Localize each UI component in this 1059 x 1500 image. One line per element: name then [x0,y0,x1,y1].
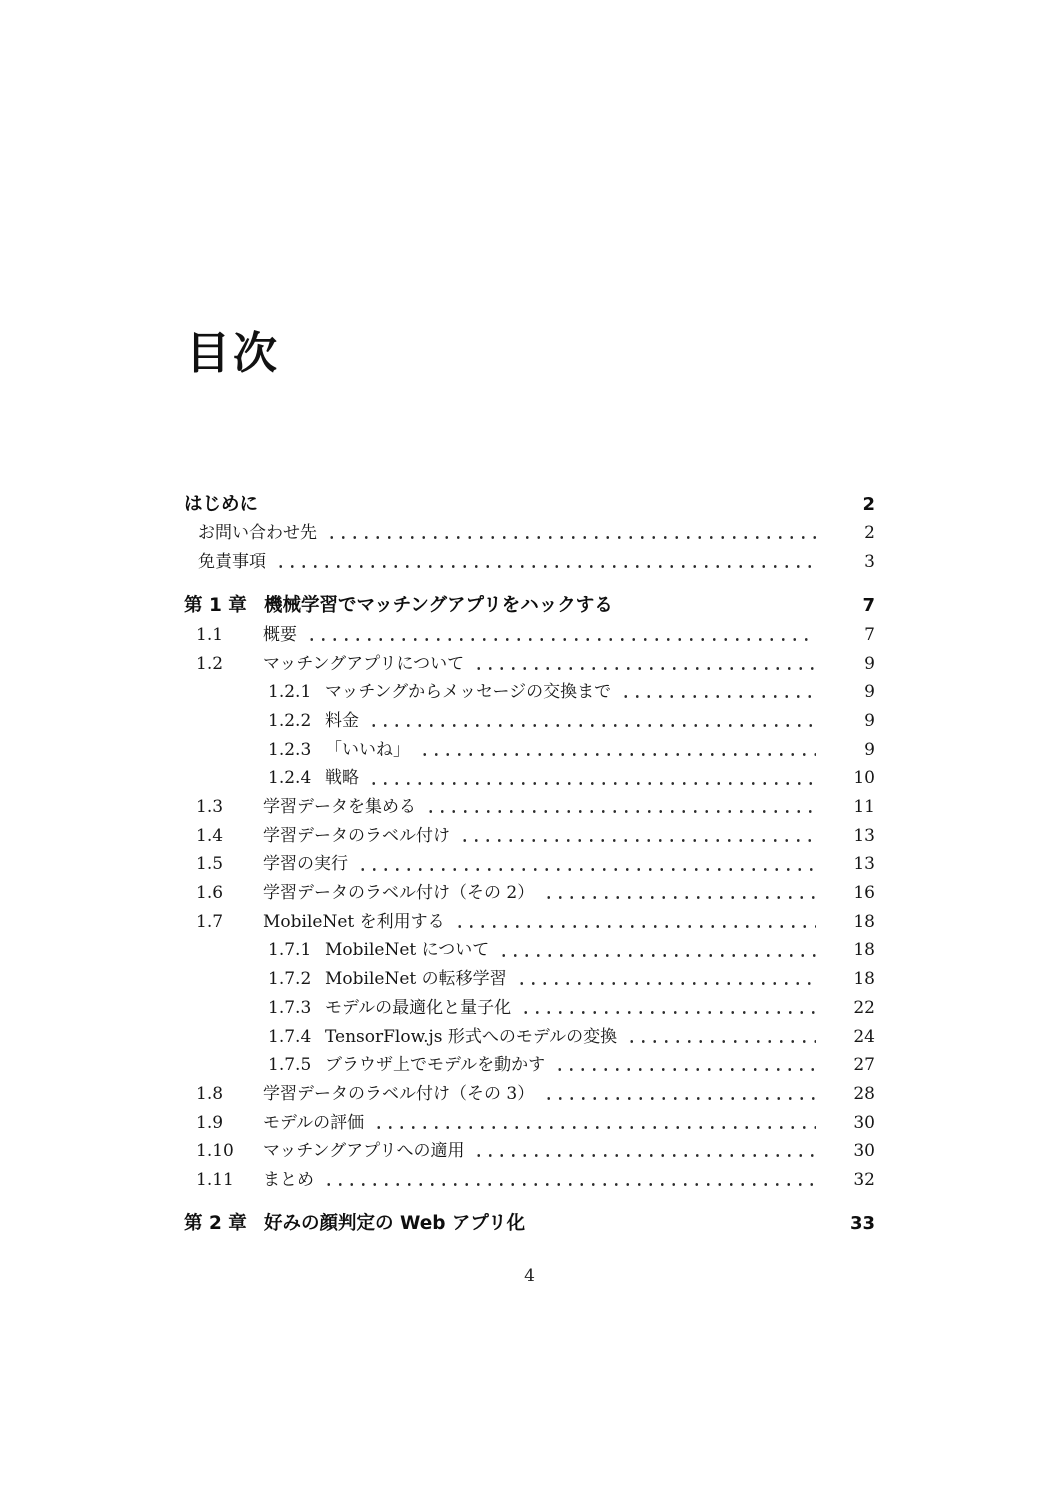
toc-entry-1-2-1 [184,678,875,707]
toc-entry-1-9 [184,1109,875,1138]
entry-title: 免責事項 [198,551,266,572]
leader-spacer [525,1209,831,1239]
entry-label: 1.7.5 [268,1055,312,1076]
entry-title: ブラウザ上でモデルを動かす [325,1055,546,1076]
entry-page: 11 [853,797,875,817]
entry-title: はじめに [184,494,259,515]
entry-title: TensorFlow.js 形式へのモデルの変換 [325,1026,618,1047]
dot-leader [496,936,816,965]
entry-title: マッチングアプリへの適用 [263,1141,465,1162]
entry-label: 1.11 [196,1169,234,1190]
toc-entry-1-2-4 [184,764,875,793]
entry-label: 1.7.3 [268,997,312,1018]
entry-title: 学習データのラベル付け [263,825,450,846]
entry-label: 1.7.1 [268,940,312,961]
dot-leader [417,736,816,765]
entry-label: 1.10 [196,1141,234,1162]
dot-leader [273,548,816,577]
dot-leader [541,1080,816,1109]
toc-entry-hajimeni [184,490,875,519]
entry-label: 1.7.2 [268,969,312,990]
dot-leader [518,994,816,1023]
dot-leader [324,519,816,548]
entry-page: 7 [862,594,875,616]
toc-entry-1-1 [184,621,875,650]
entry-title: モデルの評価 [263,1112,365,1133]
entry-title: 料金 [325,710,359,731]
toc-list [184,490,875,1239]
dot-leader [618,678,816,707]
entry-title: 好みの顔判定の Web アプリ化 [264,1213,526,1235]
entry-page: 18 [853,940,875,961]
leader-spacer [258,490,831,519]
entry-label: 第 2 章 [184,1213,247,1235]
entry-title: MobileNet について [325,940,490,961]
toc-entry-1-7-2 [184,965,875,994]
entry-label: 1.2.2 [268,710,312,731]
entry-title: 学習の実行 [263,854,348,875]
dot-leader [321,1166,816,1195]
toc-entry-chapter2 [184,1209,875,1239]
entry-title: マッチングアプリについて [263,653,465,674]
entry-page: 16 [853,883,875,904]
toc-entry-1-2 [184,650,875,679]
dot-leader [552,1051,816,1080]
entry-title: MobileNet の転移学習 [325,969,507,990]
entry-page: 3 [864,551,875,572]
dot-leader [304,621,816,650]
dot-leader [457,822,816,851]
entry-page: 9 [864,739,875,760]
entry-page: 28 [853,1083,875,1104]
toc-entry-1-5 [184,850,875,879]
entry-label: 1.2 [196,653,224,674]
entry-title: MobileNet を利用する [263,911,445,932]
footer-page-number: 4 [524,1266,535,1286]
entry-page: 2 [864,523,875,543]
entry-page: 30 [853,1112,875,1133]
entry-title: マッチングからメッセージの交換まで [325,682,612,703]
toc-entry-chapter1 [184,591,875,621]
toc-entry-1-2-3 [184,736,875,765]
toc-page-title: 目次 [186,328,280,379]
toc-entry-disclaimer [184,548,875,577]
toc-entry-1-3 [184,793,875,822]
entry-title: 戦略 [325,768,359,789]
entry-page: 33 [849,1213,875,1235]
entry-label: 1.4 [196,825,224,846]
dot-leader [471,650,816,679]
entry-page: 13 [853,854,875,875]
entry-title: 「いいね」 [325,739,410,760]
entry-title: 機械学習でマッチングアプリをハックする [264,594,613,616]
leader-spacer [613,591,831,621]
entry-page: 13 [853,825,875,846]
toc-entry-1-7-4 [184,1023,875,1052]
dot-leader [355,850,816,879]
entry-page: 2 [862,494,875,515]
toc-entry-1-6 [184,879,875,908]
entry-page: 10 [853,768,875,789]
entry-label: 1.1 [196,624,224,645]
dot-leader [423,793,816,822]
entry-page: 24 [853,1026,875,1047]
dot-leader [366,764,816,793]
toc-entry-1-10 [184,1137,875,1166]
entry-label: 1.2.3 [268,739,312,760]
entry-page: 22 [853,997,875,1018]
toc-entry-1-7-1 [184,936,875,965]
entry-page: 32 [853,1169,875,1190]
toc-entry-1-2-2 [184,707,875,736]
entry-title: 学習データのラベル付け（その 2） [263,883,535,904]
entry-page: 9 [864,682,875,703]
toc-entry-1-7-3 [184,994,875,1023]
toc-entry-1-4 [184,822,875,851]
entry-page: 27 [853,1055,875,1076]
entry-label: 1.8 [196,1083,224,1104]
dot-leader [452,908,816,937]
dot-leader [541,879,816,908]
entry-page: 9 [864,653,875,674]
toc-entry-contact [184,519,875,548]
entry-label: 1.7.4 [268,1026,312,1047]
toc-entry-1-8 [184,1080,875,1109]
entry-label: 第 1 章 [184,594,247,616]
toc-entry-1-7-5 [184,1051,875,1080]
entry-page: 18 [853,911,875,932]
entry-title: 学習データのラベル付け（その 3） [263,1083,535,1104]
entry-label: 1.2.4 [268,768,312,789]
entry-page: 9 [864,710,875,731]
dot-leader [624,1023,816,1052]
entry-page: 18 [853,969,875,990]
entry-title: 学習データを集める [263,797,416,817]
entry-page: 7 [864,624,875,645]
entry-title: 概要 [263,624,297,645]
entry-label: 1.9 [196,1112,224,1133]
dot-leader [371,1109,816,1138]
dot-leader [471,1137,816,1166]
entry-label: 1.7 [196,911,224,932]
entry-label: 1.6 [196,883,224,904]
toc-entry-1-7 [184,908,875,937]
entry-label: 1.3 [196,797,224,817]
entry-title: お問い合わせ先 [198,523,317,543]
entry-label: 1.2.1 [268,682,312,703]
entry-title: モデルの最適化と量子化 [325,997,512,1018]
entry-label: 1.5 [196,854,224,875]
toc-entry-1-11 [184,1166,875,1195]
entry-title: まとめ [263,1169,314,1190]
entry-page: 30 [853,1141,875,1162]
dot-leader [366,707,816,736]
dot-leader [514,965,816,994]
